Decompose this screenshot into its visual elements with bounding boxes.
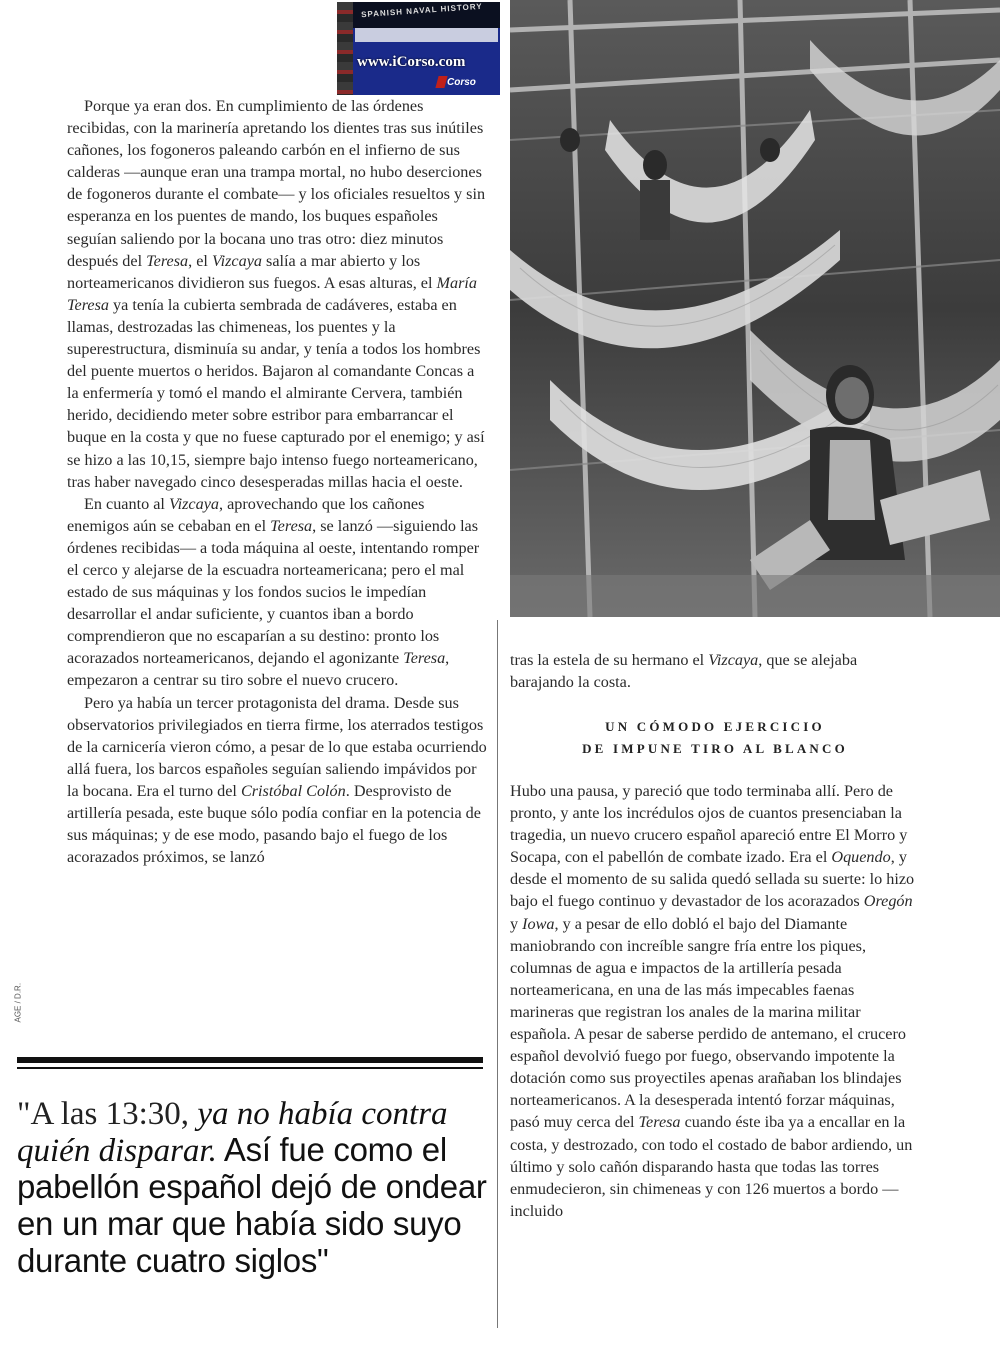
icorso-banner-ad[interactable] <box>337 2 500 95</box>
paragraph: Porque ya eran dos. En cumplimiento de las órdenes recibidas, con la marinería apretando los dientes tras sus inútiles cañones, los fogoneros paleando carbón en el infierno de sus calderas —aunque eran una trampa mortal, no hubo deserciones de fogoneros durante el combate— y los oficiales resueltos y sin esperanza en los puentes de mando, los buques españoles seguían saliendo por la bocana uno tras otro: diez minutos después del Teresa, el Vizcaya salía a mar abierto y los norteamericanos dividieron sus fuegos. A esas alturas, el María Teresa ya tenía la cubierta sembrada de cadáveres, estaba en llamas, destrozadas las chimeneas, los puentes y la superestructura, disminuía su andar, y tenía a todos los hombres del puente muertos o heridos. Bajaron al comandante Concas a la enfermería y tomó el mando el almirante Cervera, también herido, decidiendo meter sobre estribor para embarrancar el buque en la costa y que no fuese capturado por el enemigo; y así se hizo a las 10,15, siempre bajo intenso fuego norteamericano, tras haber navegado cinco desesperadas millas hacia el oeste. <box>67 97 486 491</box>
hammocks-photograph <box>510 0 1000 617</box>
banner-brand: Corso <box>447 77 476 88</box>
paragraph: tras la estela de su hermano el Vizcaya, que se alejaba barajando la costa. <box>510 651 858 692</box>
banner-thumbnails <box>337 2 353 95</box>
banner-menu-bar <box>355 28 498 42</box>
column-divider <box>497 620 498 1328</box>
right-text-column-top <box>510 649 920 693</box>
paragraph: En cuanto al Vizcaya, aprovechando que los cañones enemigos aún se cebaban en el Teresa, se lanzó —siguiendo las órdenes recibidas— a toda máquina al oeste, intentando romper el cerco y alejarse de la escuadra norteamericana; pero el mal estado de sus máquinas y los fondos sucios le impedían desarrollar el andar suficiente, y cuantos iban a bordo comprendieron que no escaparían a su destino: pronto los acorazados norteamericanos, dejando el agonizante Teresa, empezaron a centrar su tiro sobre el nuevo crucero. <box>67 494 480 690</box>
banner-brand-mark-icon <box>435 76 447 88</box>
hammocks-photo-illustration <box>510 0 1000 617</box>
section-heading-line: UN CÓMODO EJERCICIO <box>605 719 825 734</box>
pull-quote: "A las 13:30, ya no había contra quién disparar. Así fue como el pabellón español dejó de ondear en un mar que había sido suyo durante cuatro siglos" <box>17 1096 487 1279</box>
left-text-column <box>67 95 487 868</box>
photo-credit: AGE / D.R. <box>13 982 23 1023</box>
banner-url[interactable]: www.iCorso.com <box>357 54 466 70</box>
banner-logo-text: SPANISH NAVAL HISTORY <box>360 2 483 20</box>
quote-thin-rule <box>17 1067 483 1069</box>
paragraph: Pero ya había un tercer protagonista del drama. Desde sus observatorios privilegiados en tierra firme, los aterrados testigos de la carnicería vieron cómo, a pesar de lo que estaba ocurriendo allá fuera, los barcos españoles seguían saliendo impávidos por la bocana. Era el turno del Cristóbal Colón. Desprovisto de artillería pesada, este buque sólo podía confiar en la potencia de sus máquinas; y de ese modo, pasando bajo el fuego de los acorazados próximos, se lanzó <box>67 693 487 867</box>
right-text-column <box>510 780 920 1222</box>
paragraph: Hubo una pausa, y pareció que todo terminaba allí. Pero de pronto, y ante los incrédulos ojos de cuantos presenciaban la tragedia, un nuevo crucero español apareció entre El Morro y Socapa, con el pabellón de combate izado. Era el Oquendo, y desde el momento de su salida quedó sellada su suerte: lo hizo bajo el fuego continuo y devastador de los acorazados Oregón y Iowa, y a pesar de ello dobló el bajo del Diamante maniobrando con increíble sangre fría entre los piques, columnas de agua e impactos de la artillería pesada norteamericana, en una de las más impecables faenas marineras que registran los anales de la marina militar española. A pesar de saberse perdido de antemano, el crucero español devolvió fuego por fuego, observando impotente la dotación como sus proyectiles apenas arañaban los blindajes norteamericanos. A la desesperada intentó forzar máquinas, pasó muy cerca del Teresa cuando éste iba ya a encallar en la costa, y destrozado, con todo el costado de babor ardiendo, un último y solo cañón disparando hasta que todas las torres enmudecieron, sin chimeneas y con 126 muertos a bordo —incluido <box>510 782 915 1220</box>
section-heading-line: DE IMPUNE TIRO AL BLANCO <box>582 741 848 756</box>
quote-top-rule <box>17 1057 483 1063</box>
section-heading <box>510 716 920 760</box>
